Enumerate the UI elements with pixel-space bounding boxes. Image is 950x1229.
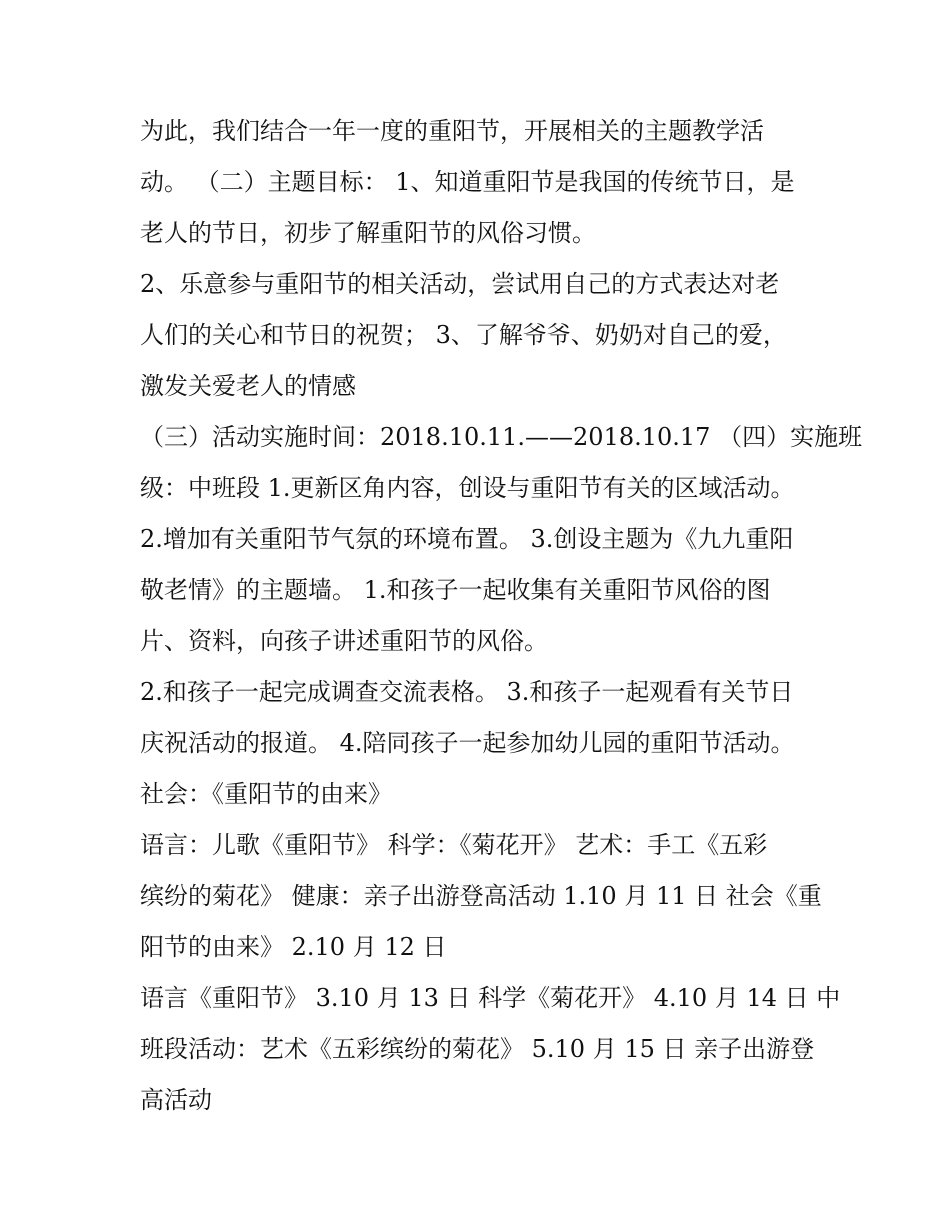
text-line: 班段活动：艺术《五彩缤纷的菊花》 5.10 月 15 日 亲子出游登 [140, 1035, 815, 1063]
document-body [140, 106, 863, 1126]
text-line: 动。 （二）主题目标： 1、知道重阳节是我国的传统节日，是 [140, 168, 795, 196]
text-line: 语言《重阳节》 3.10 月 13 日 科学《菊花开》 4.10 月 14 日 中 [140, 984, 841, 1012]
text-line: 为此，我们结合一年一度的重阳节，开展相关的主题教学活 [140, 117, 764, 145]
text-line: 高活动 [140, 1086, 212, 1114]
text-line: 阳节的由来》 2.10 月 12 日 [140, 933, 447, 961]
text-line: 片、资料，向孩子讲述重阳节的风俗。 [140, 627, 548, 655]
text-line: 缤纷的菊花》 健康：亲子出游登高活动 1.10 月 11 日 社会《重 [140, 882, 822, 910]
text-line: 激发关爱老人的情感 [140, 372, 356, 400]
text-line: 人们的关心和节日的祝贺； 3、了解爷爷、奶奶对自己的爱， [140, 321, 787, 349]
text-line: （三）活动实施时间：2018.10.11.——2018.10.17 （四）实施班 [140, 423, 863, 451]
text-line: 级：中班段 1.更新区角内容，创设与重阳节有关的区域活动。 [140, 474, 795, 502]
text-line: 2.和孩子一起完成调查交流表格。 3.和孩子一起观看有关节日 [140, 678, 794, 706]
text-line: 敬老情》的主题墙。 1.和孩子一起收集有关重阳节风俗的图 [140, 576, 771, 604]
text-line: 语言：儿歌《重阳节》 科学：《菊花开》 艺术：手工《五彩 [140, 831, 768, 859]
text-line: 老人的节日，初步了解重阳节的风俗习惯。 [140, 219, 596, 247]
text-line: 2.增加有关重阳节气氛的环境布置。 3.创设主题为《九九重阳 [140, 525, 794, 553]
text-line: 庆祝活动的报道。 4.陪同孩子一起参加幼儿园的重阳节活动。 [140, 729, 795, 757]
text-line: 2、乐意参与重阳节的相关活动，尝试用自己的方式表达对老 [140, 270, 780, 298]
text-line: 社会：《重阳节的由来》 [140, 780, 392, 808]
